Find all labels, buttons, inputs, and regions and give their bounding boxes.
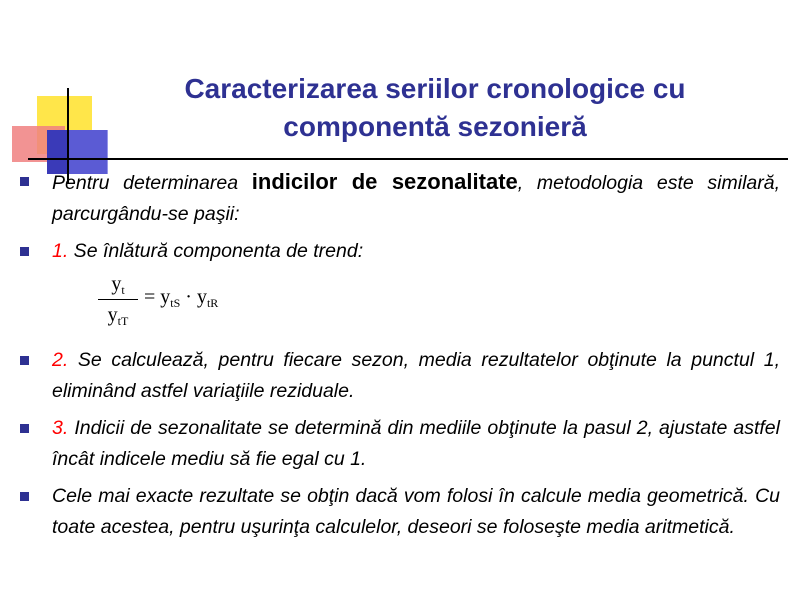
step-3-text: Indicii de sezonalitate se determină din mediile obţinute la pasul 2, ajustate astfel încât indicele mediu să fie egal cu 1.: [52, 417, 780, 470]
bullet-intro-pre: Pentru determinarea: [52, 172, 252, 194]
bullet-step-2: [18, 345, 780, 407]
step-1-number: 1.: [52, 240, 69, 262]
step-1-text: Se înlătură componenta de trend:: [68, 240, 364, 262]
formula-numer-base: y: [111, 273, 122, 295]
formula-numer-sub: t: [121, 283, 125, 297]
bullet-step-3: [18, 413, 780, 475]
formula-rhs-eq: = y: [144, 286, 171, 308]
formula-rhs-sub1: tS: [170, 296, 181, 310]
title-line-2: componentă sezonieră: [283, 111, 587, 142]
conclusion-text: Cele mai exacte rezultate se obţin dacă vom folosi în calcule media geometrică. Cu toate acestea, pentru uşurinţa calculelor, deseori se foloseşte media aritmetică.: [52, 485, 780, 538]
bullet-step-1: [18, 236, 780, 267]
title-divider-line: [28, 158, 788, 160]
bullet-intro-post: , metodologia este similară, parcurgându-se paşii:: [52, 172, 781, 225]
formula-fraction-bar: [98, 299, 138, 300]
formula-denominator: [98, 302, 138, 328]
step-3-number: 3.: [52, 417, 69, 439]
formula-denom-base: y: [107, 304, 118, 326]
formula-rhs-dot: · y: [180, 286, 207, 308]
slide-content: [18, 166, 780, 549]
step-2-text: Se calculează, pentru fiecare sezon, media rezultatelor obţinute la punctul 1, eliminând astfel variaţiile reziduale.: [52, 349, 780, 402]
formula-fraction: [98, 271, 138, 328]
formula-denom-sub: tT: [117, 314, 129, 328]
slide-title: [130, 70, 740, 146]
bullet-intro-term: indicilor de sezonalitate: [251, 169, 518, 194]
formula-rhs: [144, 286, 218, 311]
trend-formula: [98, 271, 780, 335]
bullet-intro: [18, 166, 780, 230]
step-2-number: 2.: [52, 349, 69, 371]
title-line-1: Caracterizarea seriilor cronologice cu: [184, 73, 686, 104]
formula-rhs-sub2: tR: [206, 296, 219, 310]
bullet-conclusion: [18, 481, 780, 543]
formula-numerator: [98, 271, 138, 297]
